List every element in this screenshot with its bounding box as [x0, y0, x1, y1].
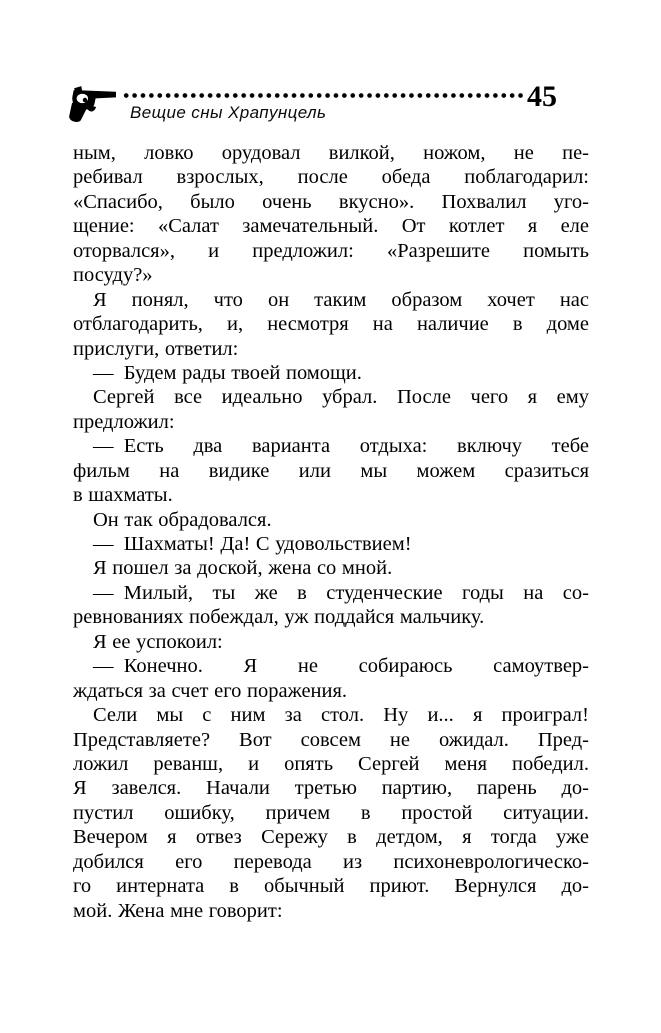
text-line: мой. Жена мне говорит:	[73, 899, 283, 922]
text-line: фильм на видике или мы можем сразиться	[73, 459, 589, 482]
running-title: Вещие сны Храпунцель	[130, 103, 327, 122]
text-line: — Будем рады твоей помощи.	[93, 361, 362, 384]
revolver-icon	[65, 85, 118, 123]
text-line: ложил реванш, и опять Сергей меня победил.	[73, 752, 589, 775]
text-line: ным, ловко орудовал вилкой, ножом, не пе-	[73, 142, 589, 164]
text-line: ждаться за счет его поражения.	[73, 679, 348, 702]
text-line: Я пошел за доской, жена со мной.	[93, 557, 393, 580]
text-line: Сергей все идеально убрал. После чего я ему	[93, 386, 589, 409]
text-line: «Спасибо, было очень вкусно». Похвалил уго-	[73, 190, 589, 213]
text-line: ревнованиях побеждал, уж поддайся мальчику.	[73, 606, 485, 629]
paragraph	[73, 434, 589, 507]
paragraph	[73, 141, 589, 288]
text-line: Он так обрадовался.	[93, 508, 272, 531]
text-line: посуду?»	[73, 264, 153, 287]
paragraph	[73, 288, 589, 361]
text-line: отблагодарить, и, несмотря на наличие в доме	[73, 313, 589, 336]
text-line: Сели мы с ним за стол. Ну и... я проиграл!	[93, 704, 589, 727]
text-line: Я понял, что он таким образом хочет нас	[93, 288, 589, 311]
text-line: Я ее успокоил:	[93, 630, 223, 653]
paragraph	[73, 556, 589, 580]
text-line: Я завелся. Начали третью партию, парень до-	[73, 777, 589, 800]
page-text	[73, 141, 589, 923]
text-line: оторвался», и предложил: «Разрешите помыть	[73, 239, 589, 262]
text-line: прислуги, ответил:	[73, 337, 239, 360]
text-line: добился его перевода из психоневрологическо-	[73, 850, 589, 873]
text-line: — Милый, ты же в студенческие годы на со-	[93, 581, 589, 604]
text-line: щение: «Салат замечательный. От котлет я еле	[73, 215, 589, 238]
paragraph	[73, 581, 589, 630]
text-line: предложил:	[73, 410, 175, 433]
page-number: 45	[527, 80, 557, 113]
text-line: в шахматы.	[73, 484, 173, 507]
paragraph	[73, 532, 589, 556]
paragraph	[73, 703, 589, 923]
paragraph	[73, 508, 589, 532]
text-line: пустил ошибку, причем в простой ситуации.	[73, 801, 589, 824]
dotted-rule	[122, 92, 523, 99]
text-line: — Есть два варианта отдыха: включу тебе	[93, 435, 589, 458]
paragraph	[73, 654, 589, 703]
paragraph	[73, 630, 589, 654]
paragraph	[73, 385, 589, 434]
text-line: го интерната в обычный приют. Вернулся до-	[73, 875, 589, 898]
text-line: — Конечно. Я не собираюсь самоутвер-	[93, 655, 589, 678]
text-line: Вечером я отвез Сережу в детдом, я тогда уже	[73, 826, 589, 849]
paragraph	[73, 361, 589, 385]
text-line: ребивал взрослых, после обеда поблагодарил:	[73, 166, 589, 189]
text-line: — Шахматы! Да! С удовольствием!	[93, 533, 412, 555]
running-header	[0, 0, 661, 140]
text-line: Представляете? Вот совсем не ожидал. Пред-	[73, 728, 589, 751]
